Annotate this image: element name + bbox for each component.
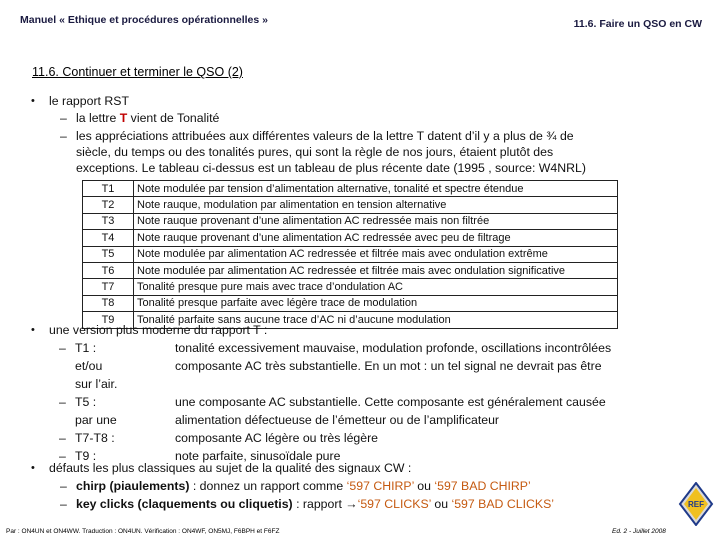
tone-description: Note modulée par alimentation AC redressée et filtrée mais avec ondulation significative: [134, 262, 618, 278]
modern-item-label: – T1 :: [75, 340, 96, 356]
chirp-or: ou: [413, 479, 435, 493]
tone-code: T7: [83, 279, 134, 295]
chirp-mid: : donnez un rapport comme: [189, 479, 347, 493]
tone-description: Tonalité parfaite sans aucune trace d’AC ni d’aucune modulation: [134, 312, 618, 328]
modern-item-label: par une: [75, 413, 117, 427]
tone-code: T6: [83, 262, 134, 278]
header-left: Manuel « Ethique et procédures opérationnelles »: [20, 14, 268, 26]
rst-line-2: – les appréciations attribuées aux différentes valeurs de la lettre T datent d’il y a plus de ¾ de: [76, 128, 574, 144]
table-row: [83, 279, 618, 295]
key-line: [76, 496, 554, 512]
modern-item-label: sur l’air.: [75, 377, 118, 391]
table-row: [83, 246, 618, 262]
modern-item-label: – T7-T8 :: [75, 430, 115, 446]
tone-code: T8: [83, 295, 134, 311]
rst-line-3: siècle, du temps ou des tonalités pures, qui sont la règle de nos jours, étaient plutôt des: [76, 145, 554, 159]
header-right: 11.6. Faire un QSO en CW: [573, 18, 702, 30]
tone-code: T4: [83, 230, 134, 246]
key-or: ou: [430, 497, 452, 511]
table-row: [83, 262, 618, 278]
tone-code: T2: [83, 197, 134, 213]
tone-description: Note modulée par alimentation AC redressée et filtrée mais avec ondulation extrême: [134, 246, 618, 262]
modern-item-text: note parfaite, sinusoïdale pure: [175, 449, 341, 463]
tone-description: Tonalité presque parfaite avec légère trace de modulation: [134, 295, 618, 311]
ref-logo: [678, 482, 714, 531]
modern-item-text: tonalité excessivement mauvaise, modulation profonde, oscillations incontrôlées: [175, 341, 612, 355]
table-row: [83, 230, 618, 246]
rst-bullet: • le rapport RST: [49, 93, 129, 109]
key-quote-1: ‘597 CLICKS’: [357, 497, 431, 511]
rst-line-1: [76, 110, 219, 126]
defects-bullet: • défauts les plus classiques au sujet de la qualité des signaux CW :: [49, 460, 411, 476]
page-title: 11.6. Continuer et terminer le QSO (2): [32, 65, 243, 79]
logo-text: REF: [688, 500, 704, 509]
rst-letter-t: T: [119, 111, 128, 125]
modern-bullet: • une version plus moderne du rapport T :: [49, 322, 267, 338]
rst-line-4: exceptions. Le tableau ci-dessus est un tableau de plus récente date (1995 , source: W4NRL): [76, 161, 586, 175]
key-mid: : rapport: [292, 497, 346, 511]
tone-description: Note rauque provenant d’une alimentation AC redressée avec peu de filtrage: [134, 230, 618, 246]
chirp-term: chirp (piaulements): [76, 479, 190, 493]
modern-item-text: une composante AC substantielle. Cette composante est généralement causée: [175, 395, 606, 409]
tone-code: T5: [83, 246, 134, 262]
tone-code: T1: [83, 181, 134, 197]
rst-line-1-pre: la lettre: [76, 111, 120, 125]
tone-description: Note modulée par tension d’alimentation alternative, tonalité et spectre étendue: [134, 181, 618, 197]
modern-item-text: composante AC très substantielle. En un mot : un tel signal ne devrait pas être: [175, 359, 602, 373]
key-term: key clicks (claquements ou cliquetis): [76, 497, 293, 511]
tone-table: [82, 180, 618, 329]
modern-item-text: alimentation défectueuse de l’émetteur ou de l’amplificateur: [175, 413, 500, 427]
chirp-quote-2: ‘597 BAD CHIRP’: [434, 479, 531, 493]
rst-line-1-post: vient de Tonalité: [127, 111, 220, 125]
table-row: [83, 197, 618, 213]
tone-code: T9: [83, 312, 134, 328]
tone-description: Note rauque provenant d’une alimentation AC redressée mais non filtrée: [134, 213, 618, 229]
modern-item-text: composante AC légère ou très légère: [175, 431, 379, 445]
modern-item-label: – T9 :: [75, 448, 96, 464]
chirp-line: [76, 478, 531, 494]
chirp-quote-1: ‘597 CHIRP’: [346, 479, 414, 493]
table-row: [83, 295, 618, 311]
footer-credits: Par : ON4UN et ON4WW. Traduction : ON4UN. Vérification : ON4WF, ON5MJ, F6BPH et F6FZ: [6, 528, 280, 535]
key-quote-2: ‘597 BAD CLICKS’: [451, 497, 555, 511]
tone-description: Tonalité presque pure mais avec trace d’ondulation AC: [134, 279, 618, 295]
modern-item-label: – T5 :: [75, 394, 96, 410]
tone-code: T3: [83, 213, 134, 229]
tone-description: Note rauque, modulation par alimentation en tension alternative: [134, 197, 618, 213]
table-row: [83, 213, 618, 229]
footer-edition: Ed. 2 - Juillet 2008: [612, 528, 666, 535]
table-row: [83, 181, 618, 197]
arrow-icon: →: [345, 497, 358, 511]
modern-item-label: et/ou: [75, 359, 103, 373]
